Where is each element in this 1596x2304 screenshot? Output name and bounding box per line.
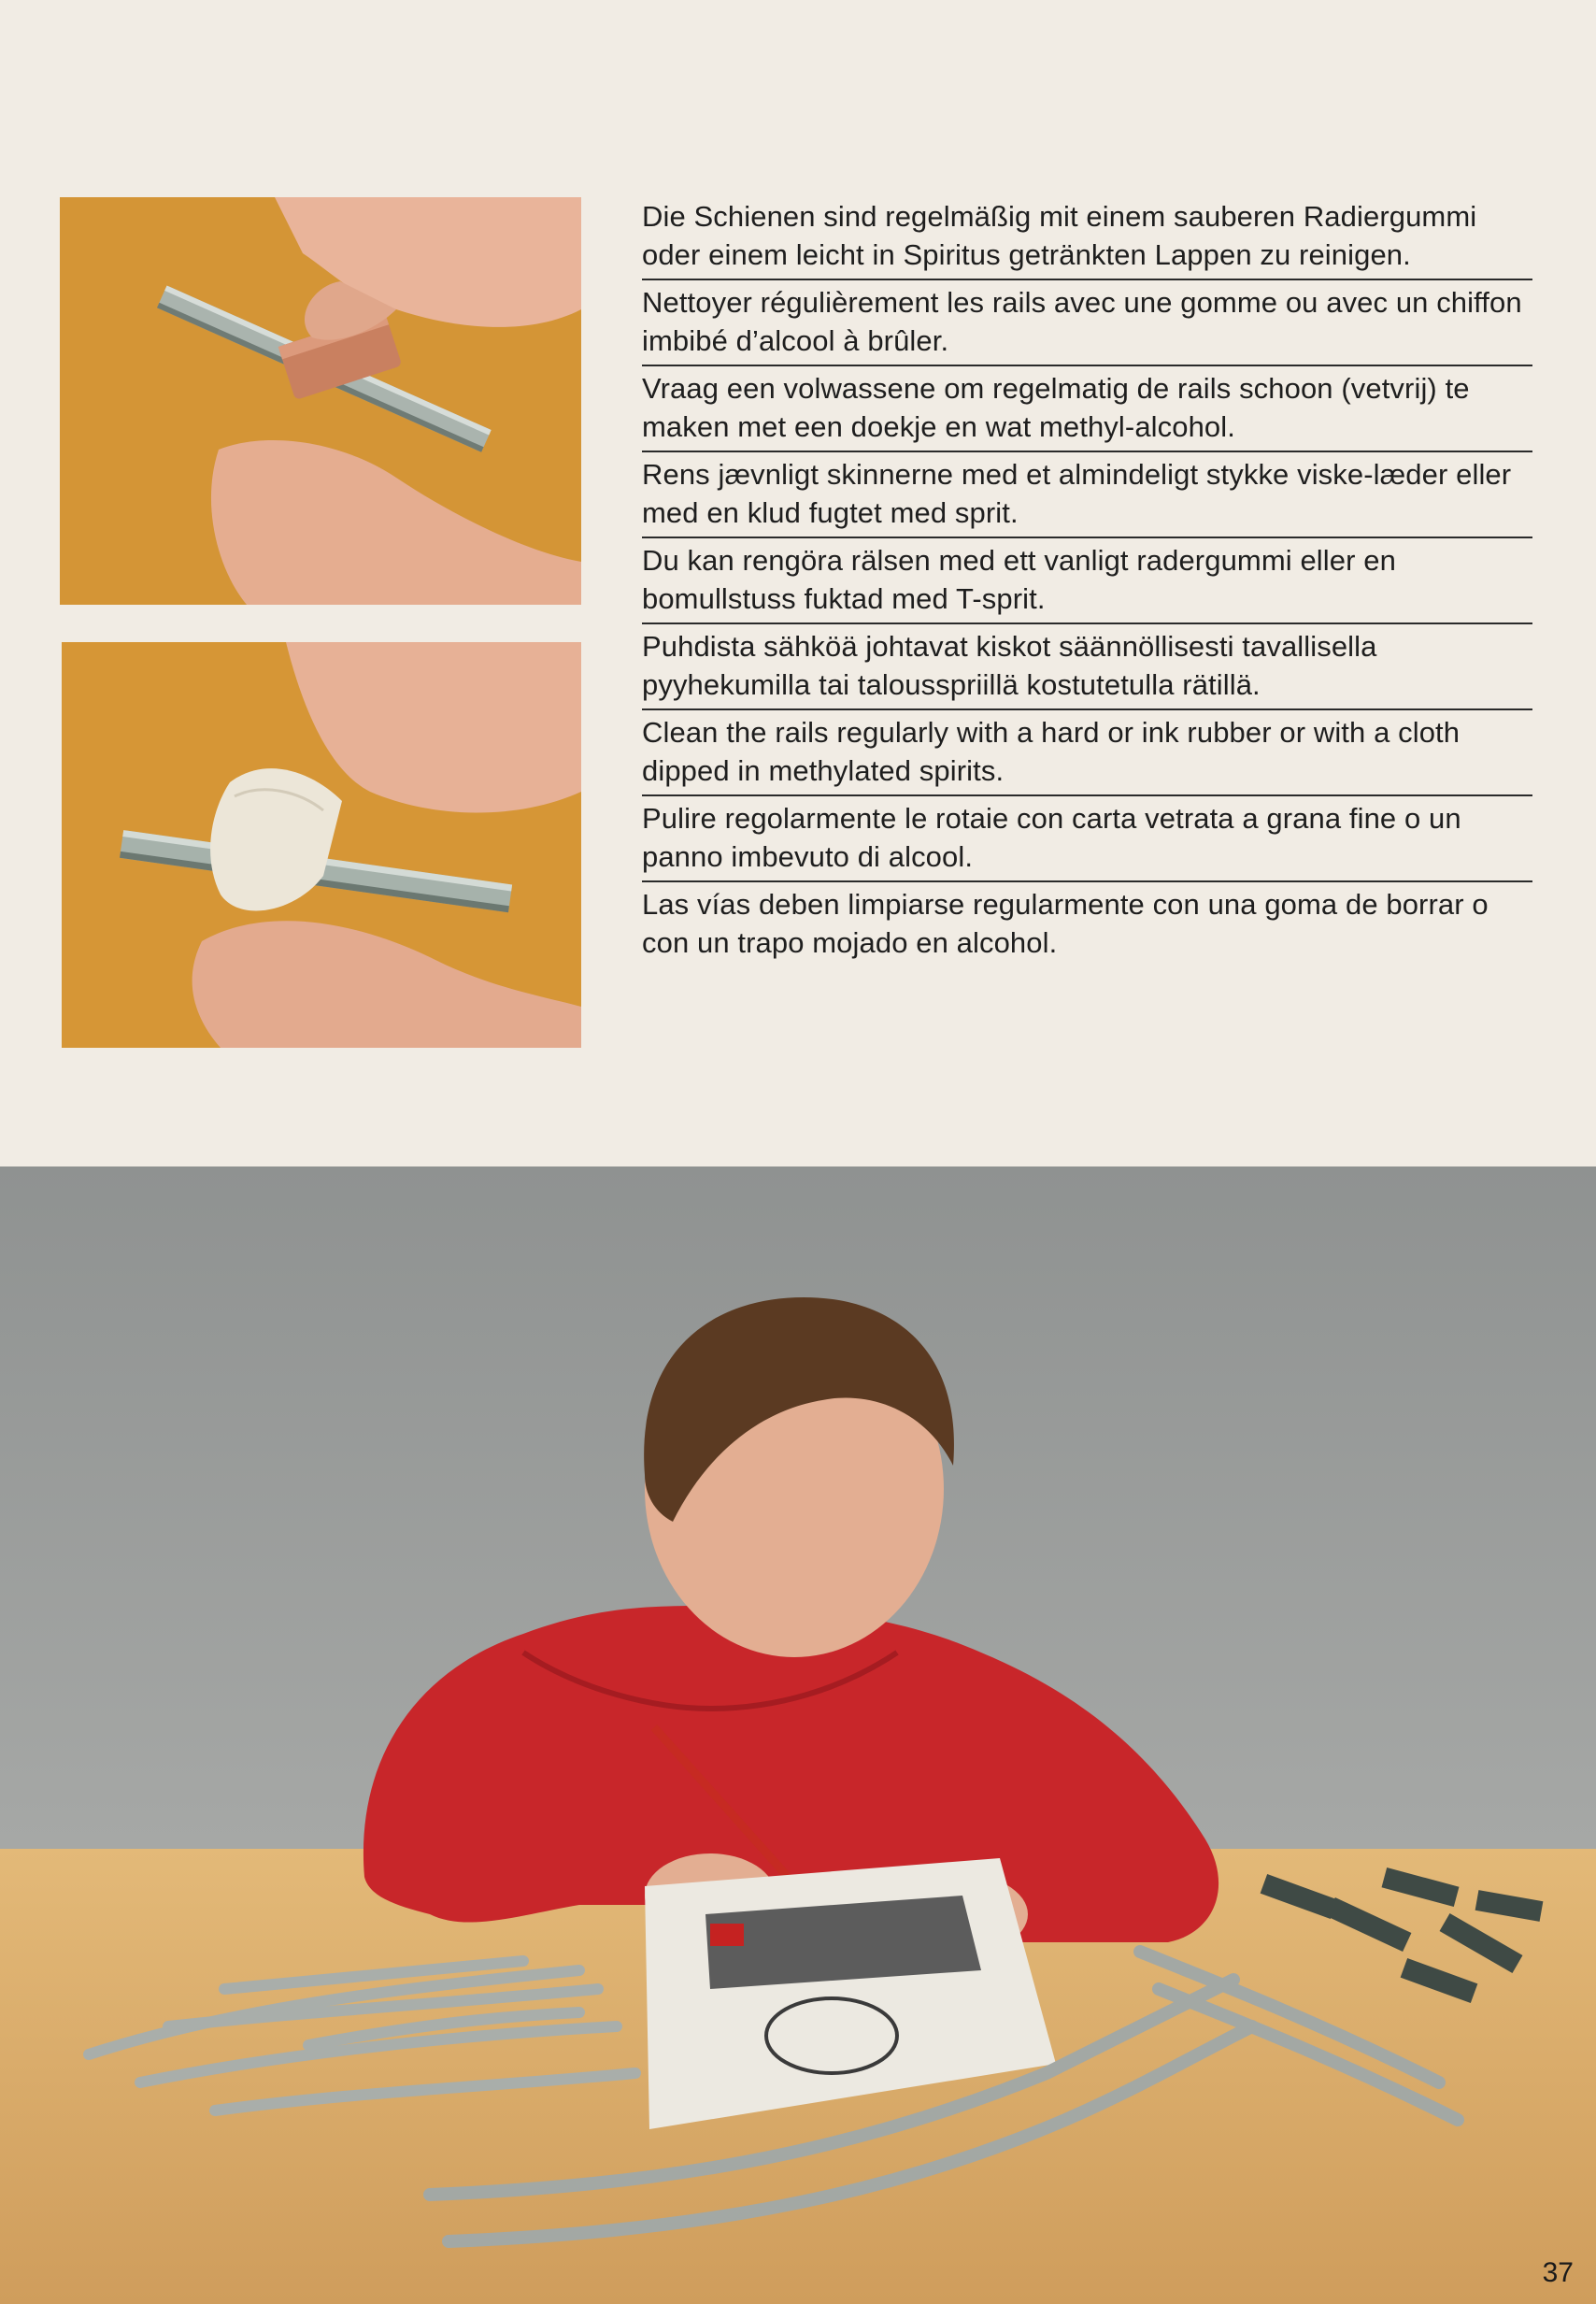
instruction-text: Du kan rengöra rälsen med ett vanligt radergummi eller en bomullstuss fuktad med T-sprit. [642,544,1396,615]
instruction-text: Nettoyer régulièrement les rails avec une gomme ou avec un chiffon imbibé d’alcool à brûler. [642,286,1522,357]
cleaning-instructions [642,194,1532,966]
boy-planning-track-photo [0,1166,1596,2304]
instruction-german [642,194,1532,280]
instruction-text: Las vías deben limpiarse regularmente con una goma de borrar o con un trapo mojado en alcohol. [642,888,1489,959]
instruction-danish [642,452,1532,538]
instruction-spanish [642,882,1532,966]
instruction-text: Puhdista sähköä johtavat kiskot säännöllisesti tavallisella pyyhekumilla tai talousspriillä kostutetulla rätillä. [642,630,1377,701]
instruction-finnish [642,624,1532,710]
rail-cleaning-eraser-photo [60,197,581,605]
instruction-text: Rens jævnligt skinnerne med et almindeligt stykke viske-læder eller med en klud fugtet med sprit. [642,458,1512,529]
instruction-english [642,710,1532,796]
rail-cleaning-cloth-photo [62,642,581,1048]
instruction-text: Clean the rails regularly with a hard or ink rubber or with a cloth dipped in methylated spirits. [642,716,1461,787]
instruction-italian [642,796,1532,882]
instruction-text: Vraag een volwassene om regelmatig de rails schoon (vetvrij) te maken met een doekje en wat methyl-alcohol. [642,372,1470,443]
instruction-text: Die Schienen sind regelmäßig mit einem sauberen Radiergummi oder einem leicht in Spiritus getränkten Lappen zu reinigen. [642,200,1477,271]
page-number: 37 [1542,2257,1574,2288]
instruction-french [642,280,1532,366]
instruction-swedish [642,538,1532,624]
instruction-text: Pulire regolarmente le rotaie con carta vetrata a grana fine o un panno imbevuto di alcool. [642,802,1461,873]
instruction-dutch [642,366,1532,452]
